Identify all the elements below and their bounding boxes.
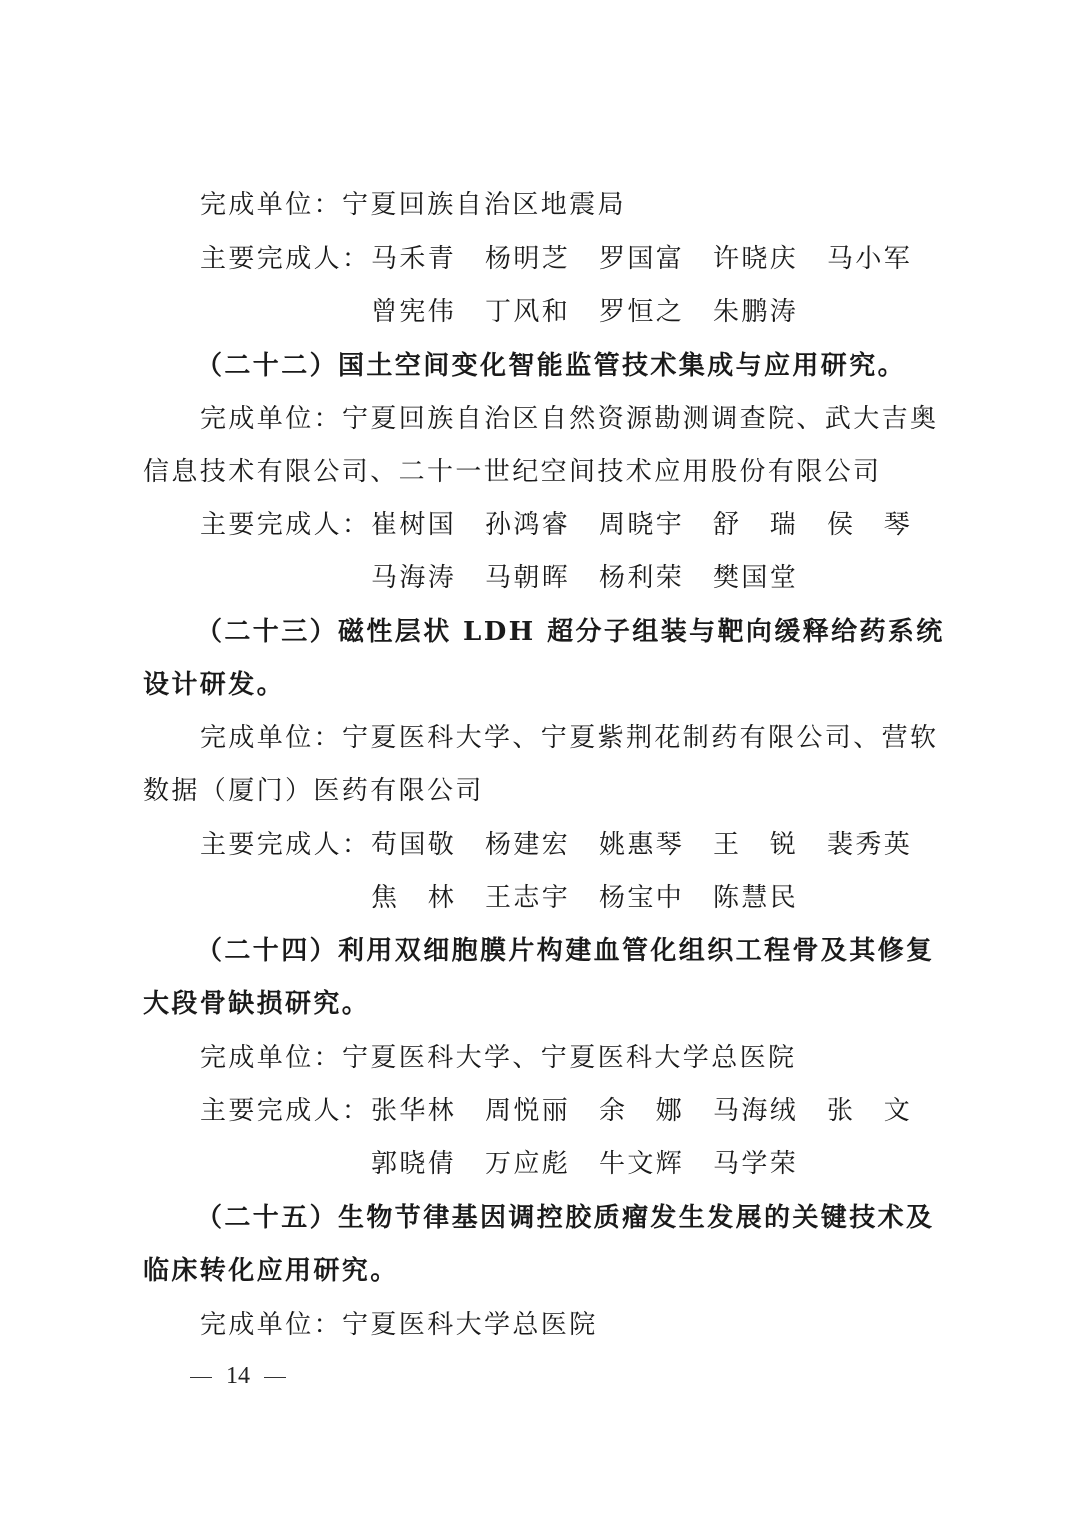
person-name: 万应彪 [485,1149,571,1179]
people-row-21-1 [200,239,941,279]
footer-dash-left [190,1377,212,1378]
people-row-24-1 [200,1091,941,1131]
people-label: 主要完成人： [200,510,371,540]
person-name: 郭晓倩 [371,1149,457,1179]
people-row-21-2 [371,292,827,332]
person-name: 马学荣 [713,1149,799,1179]
person-name: 杨建宏 [485,830,571,860]
unit-line-23-1: 完成单位：宁夏医科大学、宁夏紫荆花制药有限公司、营软 [200,723,939,753]
person-name: 焦 林 [371,883,457,913]
person-name: 朱鹏涛 [713,297,799,327]
page-footer [190,1358,300,1394]
section-title-24-2: 大段骨缺损研究。 [143,989,371,1019]
person-name: 马小军 [827,244,913,274]
person-name: 张华林 [371,1096,457,1126]
person-name: 余 娜 [599,1096,685,1126]
section-title-22: （二十二）国土空间变化智能监管技术集成与应用研究。 [196,351,907,381]
people-row-22-1 [200,505,941,545]
person-name: 崔树国 [371,510,457,540]
person-name: 罗恒之 [599,297,685,327]
section-title-25-2: 临床转化应用研究。 [143,1256,399,1286]
person-name: 马海涛 [371,563,457,593]
person-name: 马禾青 [371,244,457,274]
people-row-22-2 [371,558,827,598]
person-name: 孙鸿睿 [485,510,571,540]
person-name: 杨明芝 [485,244,571,274]
person-name: 杨利荣 [599,563,685,593]
person-name: 罗国富 [599,244,685,274]
person-name: 丁风和 [485,297,571,327]
section-title-23-2: 设计研发。 [143,670,286,700]
person-name: 苟国敬 [371,830,457,860]
person-name: 陈慧民 [713,883,799,913]
person-name: 周晓宇 [599,510,685,540]
people-row-23-1 [200,825,941,865]
person-name: 樊国堂 [713,563,799,593]
unit-line-21: 完成单位：宁夏回族自治区地震局 [200,190,627,220]
section-title-23-1: （二十三）磁性层状 LDH 超分子组装与靶向缓释给药系统 [196,617,945,647]
people-label: 主要完成人： [200,1096,371,1126]
footer-dash-right [264,1377,286,1378]
unit-line-23-2: 数据（厦门）医药有限公司 [143,776,484,806]
person-name: 侯 琴 [827,510,913,540]
person-name: 舒 瑞 [713,510,799,540]
unit-line-25-1: 完成单位：宁夏医科大学总医院 [200,1310,598,1340]
page-number: 14 [226,1363,250,1389]
person-name: 裴秀英 [827,830,913,860]
person-name: 许晓庆 [713,244,799,274]
person-name: 周悦丽 [485,1096,571,1126]
people-row-23-2 [371,878,827,918]
person-name: 牛文辉 [599,1149,685,1179]
person-name: 张 文 [827,1096,913,1126]
section-title-24-1: （二十四）利用双细胞膜片构建血管化组织工程骨及其修复 [196,936,935,966]
person-name: 王 锐 [713,830,799,860]
unit-line-22-1: 完成单位：宁夏回族自治区自然资源勘测调查院、武大吉奥 [200,404,939,434]
person-name: 杨宝中 [599,883,685,913]
person-name: 姚惠琴 [599,830,685,860]
person-name: 王志宇 [485,883,571,913]
unit-line-22-2: 信息技术有限公司、二十一世纪空间技术应用股份有限公司 [143,457,882,487]
people-row-24-2 [371,1144,827,1184]
person-name: 马海绒 [713,1096,799,1126]
people-label: 主要完成人： [200,244,371,274]
section-title-25-1: （二十五）生物节律基因调控胶质瘤发生发展的关键技术及 [196,1203,935,1233]
people-label: 主要完成人： [200,830,371,860]
person-name: 曾宪伟 [371,297,457,327]
unit-line-24-1: 完成单位：宁夏医科大学、宁夏医科大学总医院 [200,1043,797,1073]
person-name: 马朝晖 [485,563,571,593]
